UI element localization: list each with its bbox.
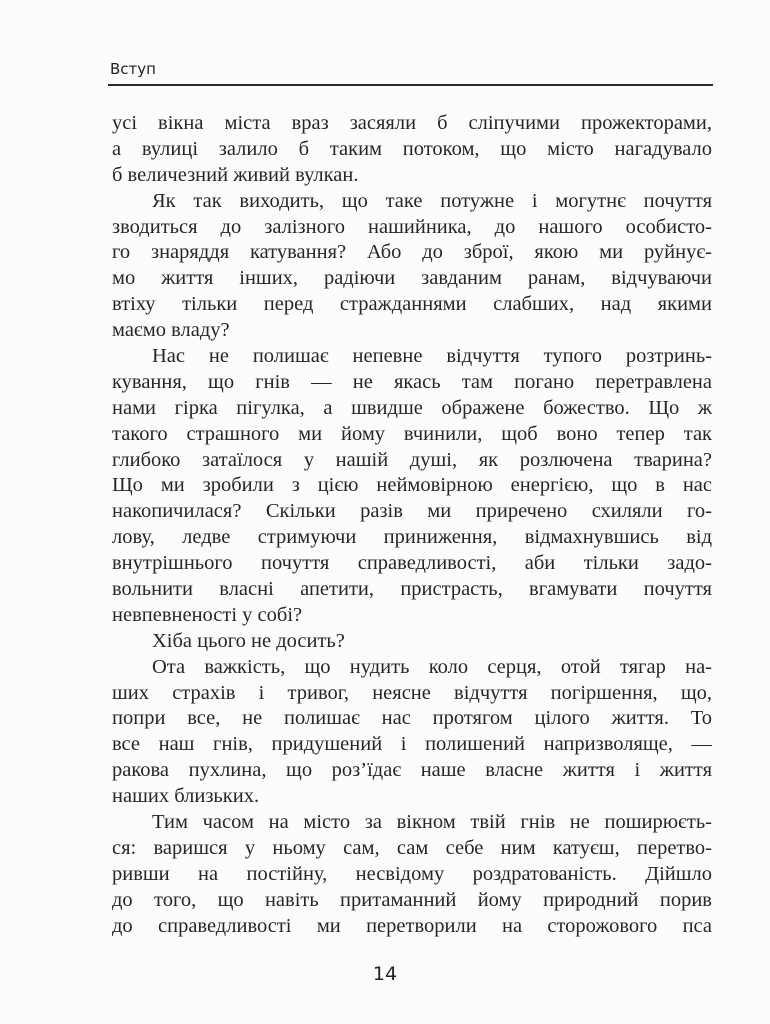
text-line: невпевненості у собі? — [112, 603, 303, 626]
paragraph — [112, 111, 712, 189]
text-line: до справедливості ми перетворили на сторожового пса — [112, 914, 712, 937]
text-line: все наш гнів, придушений і полишений напризволяще, — — [112, 733, 712, 756]
text-line: Хіба цього не досить? — [152, 629, 345, 652]
text-line: б величезний живий вулкан. — [112, 163, 359, 186]
text-line: ривши на постійну, несвідому роздратованість. Дійшло — [112, 862, 712, 885]
paragraph — [112, 810, 712, 939]
text-line: вольнити власні апетити, пристрасть, вгамувати почуття — [112, 578, 712, 601]
text-line: а вулиці залило б таким потоком, що місто нагадувало — [112, 137, 712, 160]
text-line: наших близьких. — [112, 785, 260, 808]
text-line: нами гірка пігулка, а швидше ображене божество. Що ж — [112, 396, 712, 419]
text-line: Що ми зробили з цією неймовірною енергією, що в нас — [112, 474, 712, 497]
text-line: до того, що навіть притаманний йому природний порив — [112, 888, 712, 911]
text-line: глибоко затаїлося у нашій душі, як розлючена тварина? — [112, 448, 712, 471]
text-line: усі вікна міста враз засяяли б сліпучими прожекторами, — [112, 112, 712, 134]
text-line: ся: варишся у ньому сам, сам себе ним катуєш, перетво- — [112, 836, 712, 859]
text-line: такого страшного ми йому вчинили, щоб воно тепер так — [112, 422, 712, 445]
text-line: втіху тільки перед стражданнями слабших, над якими — [112, 293, 712, 316]
header-rule — [108, 84, 713, 86]
running-head: Вступ — [110, 60, 156, 78]
text-line: попри все, не полишає нас протягом цілого життя. То — [112, 707, 712, 730]
body-text — [112, 111, 712, 940]
text-line: внутрішнього почуття справедливості, аби тільки задо- — [112, 552, 712, 575]
text-line: ракова пухлина, що роз’їдає наше власне життя і життя — [112, 759, 712, 782]
page-number: 14 — [372, 963, 398, 985]
text-line: Ота важкість, що нудить коло серця, отой тягар на- — [152, 655, 712, 678]
paragraph — [112, 629, 712, 655]
text-line: маємо владу? — [112, 319, 230, 342]
text-line: Тим часом на місто за вікном твій гнів не поширюєть- — [152, 811, 712, 834]
text-line: ших страхів і тривог, неясне відчуття погіршення, що, — [112, 681, 712, 704]
text-line: накопичилася? Скільки разів ми приречено схиляли го- — [112, 500, 712, 523]
paragraph — [112, 189, 712, 344]
text-line: зводиться до залізного нашийника, до нашого особисто- — [112, 215, 712, 238]
text-line: кування, що гнів — не якась там погано перетравлена — [112, 370, 712, 393]
text-line: мо життя інших, радіючи завданим ранам, відчуваючи — [112, 267, 712, 290]
text-line: Як так виходить, що таке потужне і могутнє почуття — [152, 189, 712, 212]
text-line: Нас не полишає непевне відчуття тупого розтринь- — [152, 345, 712, 368]
paragraph — [112, 344, 712, 629]
paragraph — [112, 655, 712, 810]
text-line: лову, ледве стримуючи приниження, відмахнувшись від — [112, 526, 712, 549]
text-line: го знаряддя катування? Або до зброї, якою ми руйнує- — [112, 241, 712, 264]
